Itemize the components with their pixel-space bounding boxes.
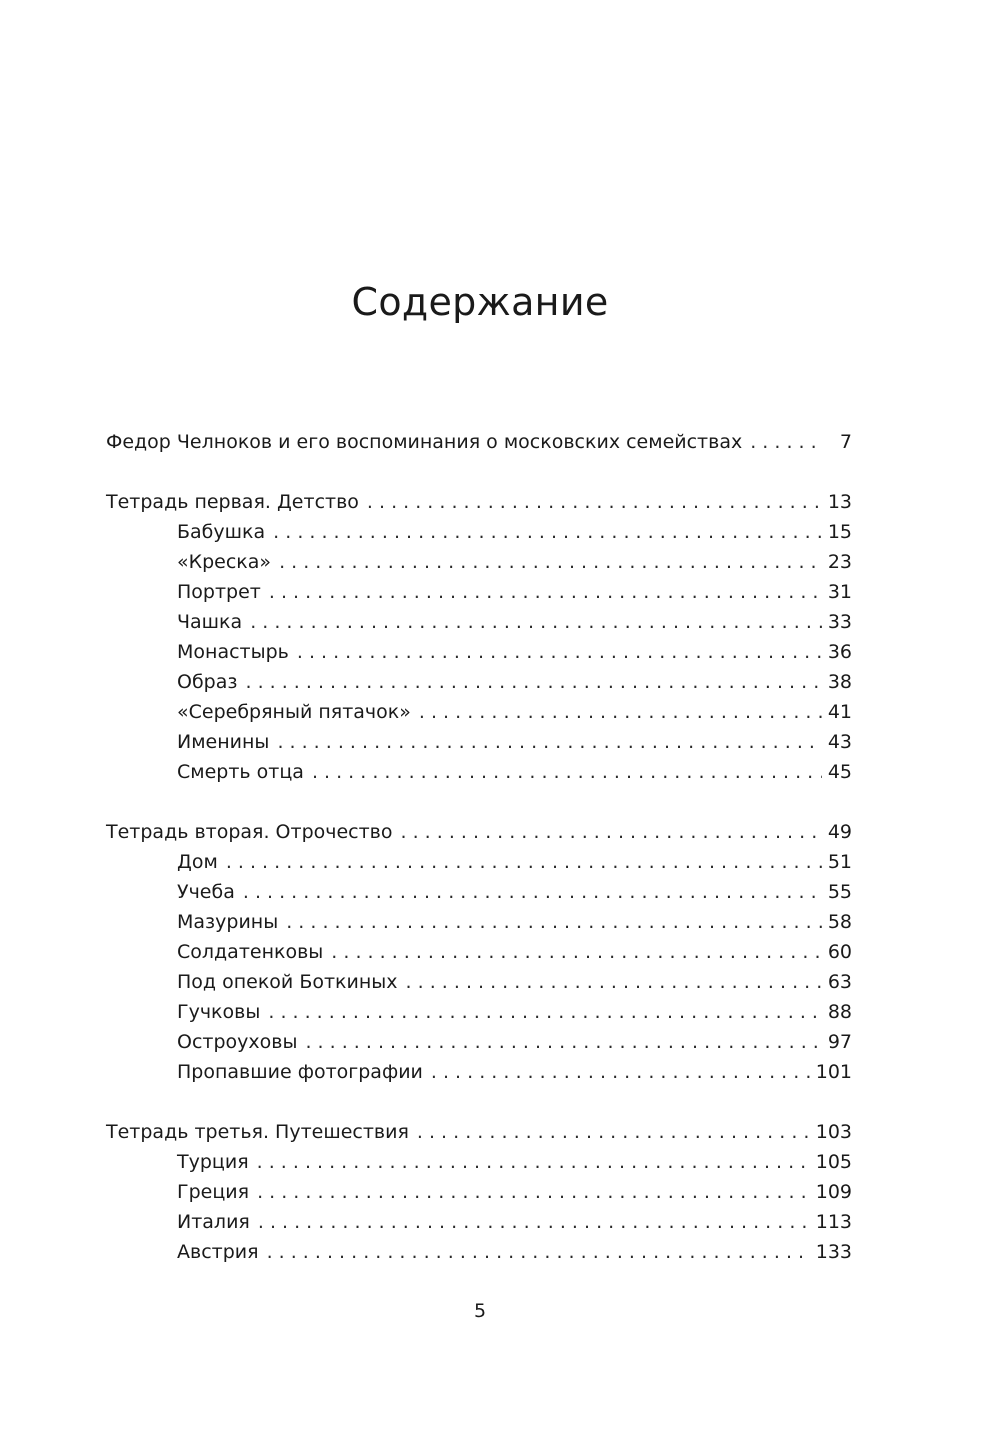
toc-entry xyxy=(106,937,852,967)
toc-entry-label: Портрет xyxy=(177,581,261,603)
toc-entry xyxy=(106,667,852,697)
toc-entry-label: Пропавшие фотографии xyxy=(177,1061,423,1083)
toc-entry-page: 60 xyxy=(827,941,852,963)
dot-leader xyxy=(367,487,822,517)
dot-leader xyxy=(250,607,822,637)
page-number: 5 xyxy=(473,1300,487,1322)
toc-entry-label: Мазурины xyxy=(177,911,279,933)
toc-entry-label: Именины xyxy=(177,731,270,753)
toc-entry xyxy=(106,907,852,937)
dot-leader xyxy=(331,937,822,967)
dot-leader xyxy=(297,637,822,667)
dot-leader xyxy=(401,817,822,847)
toc-entry-page: 31 xyxy=(827,581,852,603)
toc-entry-page: 15 xyxy=(827,521,852,543)
toc-entry-label: Италия xyxy=(177,1211,250,1233)
toc-entry-page: 58 xyxy=(827,911,852,933)
toc-entry-label: Чашка xyxy=(177,611,243,633)
toc-part-heading xyxy=(106,817,852,847)
toc-entry xyxy=(106,967,852,997)
toc-entry-intro xyxy=(106,427,852,457)
dot-leader xyxy=(245,667,821,697)
dot-leader xyxy=(406,967,822,997)
toc-entry-label: Австрия xyxy=(177,1241,259,1263)
toc-entry-label: Федор Челноков и его воспоминания о московских семействах xyxy=(106,431,743,453)
toc-entry-label: Тетрадь вторая. Отрочество xyxy=(106,821,393,843)
toc-entry xyxy=(106,607,852,637)
toc-entry xyxy=(106,1027,852,1057)
toc-entry-page: 7 xyxy=(839,431,852,453)
toc-part-heading xyxy=(106,487,852,517)
toc-entry-label: «Креска» xyxy=(177,551,272,573)
toc-entry xyxy=(106,637,852,667)
toc-entry-page: 113 xyxy=(815,1211,852,1233)
toc-entry-page: 45 xyxy=(827,761,852,783)
toc-entry-label: Учеба xyxy=(177,881,235,903)
toc-entry-label: Тетрадь третья. Путешествия xyxy=(106,1121,409,1143)
toc-entry-label: Остроуховы xyxy=(177,1031,298,1053)
toc-entry xyxy=(106,847,852,877)
page-title: Содержание xyxy=(351,280,609,324)
toc-entry-label: Солдатенковы xyxy=(177,941,324,963)
toc-entry xyxy=(106,1177,852,1207)
toc-entry-page: 41 xyxy=(827,701,852,723)
toc-part-heading xyxy=(106,1117,852,1147)
toc-entry xyxy=(106,577,852,607)
toc-entry-label: Бабушка xyxy=(177,521,266,543)
toc-entry xyxy=(106,757,852,787)
toc-entry-page: 105 xyxy=(815,1151,852,1173)
table-of-contents xyxy=(106,427,852,1267)
toc-entry xyxy=(106,997,852,1027)
toc-entry-page: 133 xyxy=(815,1241,852,1263)
toc-entry xyxy=(106,1147,852,1177)
dot-leader xyxy=(277,727,821,757)
toc-entry-label: Дом xyxy=(177,851,218,873)
dot-leader xyxy=(417,1117,810,1147)
toc-entry-page: 88 xyxy=(827,1001,852,1023)
toc-entry-page: 43 xyxy=(827,731,852,753)
dot-leader xyxy=(273,517,822,547)
toc-entry-label: Смерть отца xyxy=(177,761,304,783)
toc-entry-page: 33 xyxy=(827,611,852,633)
toc-entry xyxy=(106,727,852,757)
toc-entry xyxy=(106,1237,852,1267)
toc-entry-page: 49 xyxy=(827,821,852,843)
dot-leader xyxy=(257,1147,810,1177)
toc-entry-page: 103 xyxy=(815,1121,852,1143)
dot-leader xyxy=(312,757,822,787)
dot-leader xyxy=(305,1027,821,1057)
toc-entry xyxy=(106,877,852,907)
toc-entry-page: 51 xyxy=(827,851,852,873)
toc-entry xyxy=(106,547,852,577)
toc-entry-label: Тетрадь первая. Детство xyxy=(106,491,359,513)
dot-leader xyxy=(257,1177,810,1207)
toc-entry-page: 97 xyxy=(827,1031,852,1053)
toc-entry-label: Греция xyxy=(177,1181,250,1203)
toc-entry-page: 109 xyxy=(815,1181,852,1203)
dot-leader xyxy=(226,847,822,877)
toc-entry-page: 55 xyxy=(827,881,852,903)
toc-entry-label: Турция xyxy=(177,1151,249,1173)
dot-leader xyxy=(243,877,822,907)
dot-leader xyxy=(279,547,822,577)
toc-entry-page: 13 xyxy=(827,491,852,513)
toc-entry-page: 63 xyxy=(827,971,852,993)
toc-entry xyxy=(106,697,852,727)
dot-leader xyxy=(269,577,822,607)
dot-leader xyxy=(258,1207,810,1237)
dot-leader xyxy=(431,1057,810,1087)
toc-entry-page: 36 xyxy=(827,641,852,663)
dot-leader xyxy=(419,697,822,727)
toc-entry xyxy=(106,517,852,547)
toc-entry-label: Монастырь xyxy=(177,641,289,663)
toc-entry xyxy=(106,1207,852,1237)
toc-entry-label: «Серебряный пятачок» xyxy=(177,701,411,723)
toc-entry-page: 23 xyxy=(827,551,852,573)
toc-entry-page: 38 xyxy=(827,671,852,693)
toc-entry-label: Образ xyxy=(177,671,238,693)
dot-leader xyxy=(286,907,822,937)
dot-leader xyxy=(268,997,821,1027)
toc-entry xyxy=(106,1057,852,1087)
dot-leader xyxy=(267,1237,810,1267)
toc-entry-page: 101 xyxy=(815,1061,852,1083)
toc-entry-label: Гучковы xyxy=(177,1001,261,1023)
toc-entry-label: Под опекой Боткиных xyxy=(177,971,398,993)
dot-leader xyxy=(750,427,824,457)
